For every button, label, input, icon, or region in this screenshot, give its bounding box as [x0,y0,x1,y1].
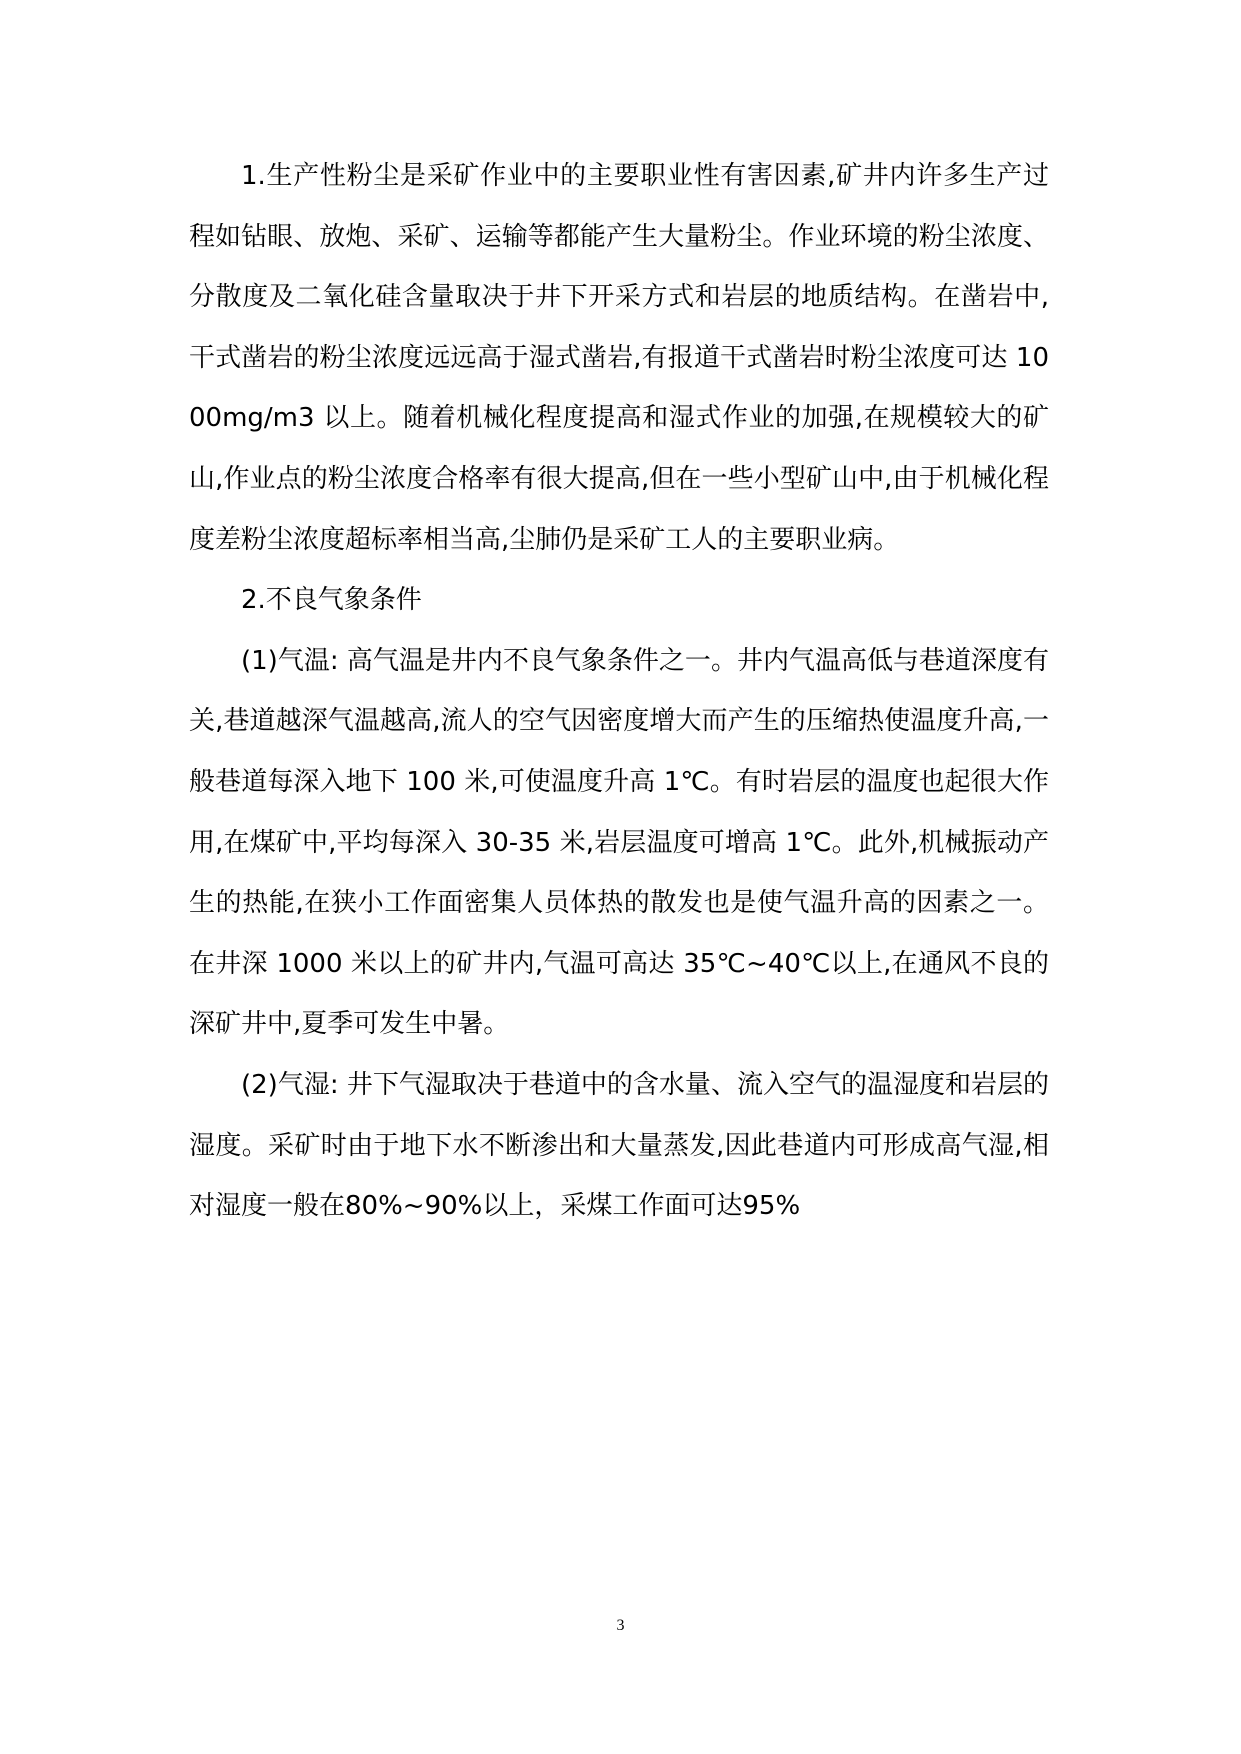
paragraph-humidity: (2)气湿: 井下气湿取决于巷道中的含水量、流入空气的温湿度和岩层的湿度。采矿时由于地下水不断渗出和大量蒸发,因此巷道内可形成高气湿,相对湿度一般在80%~90%以上，采煤工作面可达95% [189,1069,1049,1222]
heading-weather-conditions: 2.不良气象条件 [241,585,422,616]
page-number: 3 [616,1617,625,1634]
paragraph-dust: 1.生产性粉尘是采矿作业中的主要职业性有害因素,矿井内许多生产过程如钻眼、放炮、采矿、运输等都能产生大量粉尘。作业环境的粉尘浓度、分散度及二氧化硅含量取决于井下开采方式和岩层的地质结构。在凿岩中,干式凿岩的粉尘浓度远远高于湿式凿岩,有报道干式凿岩时粉尘浓度可达 1000mg/m3 以上。随着机械化程度提高和湿式作业的加强,在规模较大的矿山,作业点的粉尘浓度合格率有很大提高,但在一些小型矿山中,由于机械化程度差粉尘浓度超标率相当高,尘肺仍是采矿工人的主要职业病。 [189,161,1049,555]
body-text [189,146,1049,1237]
paragraph-temperature: (1)气温: 高气温是井内不良气象条件之一。井内气温高低与巷道深度有关,巷道越深气温越高,流人的空气因密度增大而产生的压缩热使温度升高,一般巷道每深入地下 100 米,可使温度升高 1℃。有时岩层的温度也起很大作用,在煤矿中,平均每深入 30-35 米,岩层温度可增高 1℃。此外,机械振动产生的热能,在狭小工作面密集人员体热的散发也是使气温升高的因素之一。在井深 1000 米以上的矿井内,气温可高达 35℃~40℃以上,在通风不良的深矿井中,夏季可发生中暑。 [189,645,1049,1040]
